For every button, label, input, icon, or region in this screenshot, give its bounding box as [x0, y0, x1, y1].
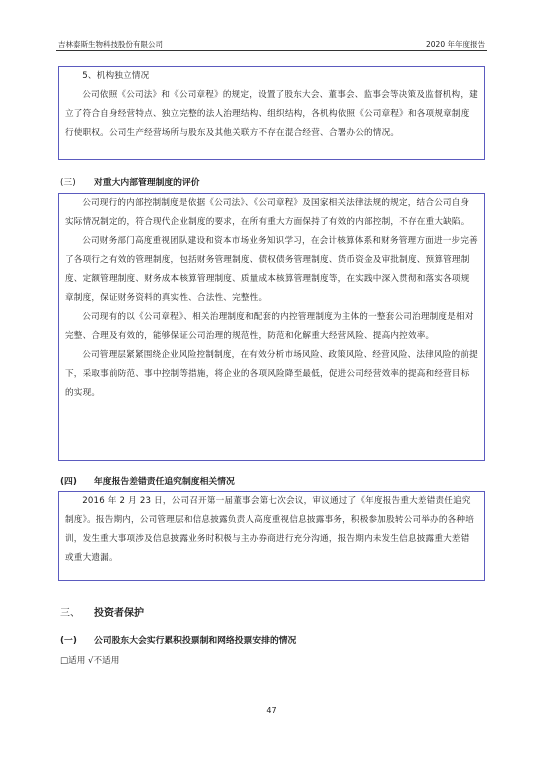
header-report-title: 2020 年年度报告: [426, 40, 485, 49]
section-title: 年度报告差错责任追究制度相关情况: [94, 477, 235, 487]
box-internal-control-evaluation: [58, 193, 485, 461]
section-number: (四): [60, 477, 77, 487]
header-company: 吉林泰斯生物科技股份有限公司: [58, 40, 163, 49]
section-heading-4: [60, 474, 235, 487]
heading-investor-protection: [60, 604, 144, 619]
box2-paragraph-4: 公司管理层紧紧围绕企业风险控制制度，在有效分析市场风险、政策风险、经营风险、法律风险的前提下，采取事前防范、事中控制等措施，将企业的各项风险降至最低，促进公司经营效率的提高和经营目标的实现。: [65, 350, 478, 398]
heading-title: 投资者保护: [94, 608, 144, 619]
box3-paragraph: 2016 年 2 月 23 日，公司召开第一届董事会第七次会议，审议通过了《年度报告重大差错责任追究制度》。报告期内，公司管理层和信息披露负责人高度重视信息披露事务，积极参加股转公司举办的各种培训，发生重大事项涉及信息披露业务时积极与主办券商进行充分沟通，报告期内未发生信息披露重大差错或重大遗漏。: [65, 496, 475, 563]
box2-paragraph-3: 公司现有的以《公司章程》、相关治理制度和配套的内控管理制度为主体的一整套公司治理制度是相对完整、合理及有效的，能够保证公司治理的规范性，防范和化解重大经营风险、提高内控效率。: [65, 312, 474, 341]
header-divider: [56, 50, 487, 51]
section-number: (三): [60, 178, 76, 188]
box1-paragraph: 公司依照《公司法》和《公司章程》的规定，设置了股东大会、董事会、监事会等决策及监督机构，建立了符合自身经营特点、独立完整的法人治理结构、组织结构，各机构依照《公司章程》和各项规章制度行使职权。公司生产经营场所与股东及其他关联方不存在混合经营、合署办公的情况。: [65, 90, 478, 138]
box1-title: 5、机构独立情况: [82, 71, 150, 81]
heading-number: 三、: [60, 608, 80, 619]
subsection-number: (一): [60, 636, 77, 646]
page-number: 47: [266, 706, 277, 715]
box-error-accountability: [58, 491, 485, 581]
section-heading-3: [60, 175, 200, 188]
subsection-title: 公司股东大会实行累积投票制和网络投票安排的情况: [94, 636, 297, 646]
section-title: 对重大内部管理制度的评价: [94, 178, 200, 188]
subsection-heading-1: [60, 633, 296, 646]
box-institution-independence: [58, 66, 485, 160]
box2-paragraph-2: 公司财务部门高度重视团队建设和资本市场业务知识学习，在会计核算体系和财务管理方面进一步完善了各项行之有效的管理制度，包括财务管理制度、债权债务管理制度、货币资金及审批制度、预算管理制度、定额管理制度、财务成本核算管理制度、质量成本核算管理制度等，在实践中深入贯彻和落实各项规章制度，保证财务资料的真实性、合法性、完整性。: [65, 236, 478, 303]
applicability-status: □适用 √不适用: [60, 656, 120, 666]
box2-paragraph-1: 公司现行的内部控制制度是依据《公司法》、《公司章程》及国家相关法律法规的规定，结合公司自身实际情况制定的，符合现代企业制度的要求，在所有重大方面保持了有效的内部控制，不存在重大缺陷。: [65, 198, 470, 227]
